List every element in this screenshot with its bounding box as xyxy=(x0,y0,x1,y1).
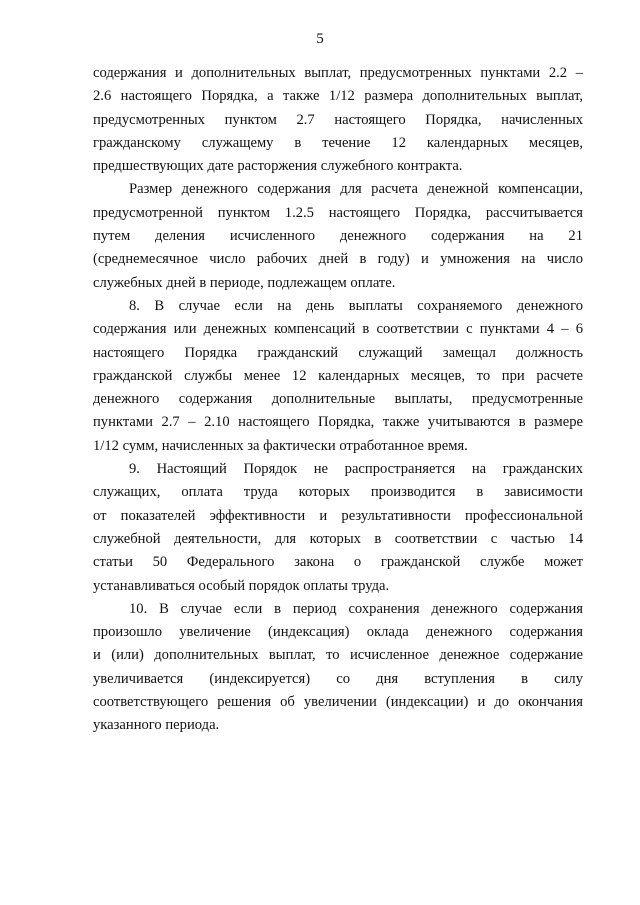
paragraph-item-10 xyxy=(93,598,583,738)
text-line: 10. В случае если в период сохранения денежного содержания xyxy=(129,600,583,617)
text-line: путем деления исчисленного денежного содержания на 21 xyxy=(93,228,583,245)
text-line: 1/12 сумм, начисленных за фактически отработанное время. xyxy=(93,437,468,454)
text-line: указанного периода. xyxy=(93,717,220,734)
text-line: служебных дней в периоде, подлежащем оплате. xyxy=(93,274,396,291)
text-line: произошло увеличение (индексация) оклада денежного содержания xyxy=(93,624,583,641)
text-line: содержания и дополнительных выплат, предусмотренных пунктами 2.2 – xyxy=(93,65,583,81)
text-line: соответствующего решения об увеличении (индексации) и до окончания xyxy=(93,694,583,711)
text-line: служебной деятельности, для которых в соответствии с частью 14 xyxy=(93,530,583,547)
paragraph-compensation-size xyxy=(93,178,583,294)
text-line: настоящего Порядка гражданский служащий замещал должность xyxy=(93,344,583,361)
text-line: устанавливаться особый порядок оплаты труда. xyxy=(93,577,390,594)
text-line: предусмотренных пунктом 2.7 настоящего Порядка, начисленных xyxy=(93,111,583,128)
text-line: денежного содержания дополнительные выплаты, предусмотренные xyxy=(93,391,583,408)
text-line: пунктами 2.7 – 2.10 настоящего Порядка, также учитываются в размере xyxy=(93,414,583,431)
text-line: гражданскому служащему в течение 12 календарных месяцев, xyxy=(93,134,583,151)
text-line: 9. Настоящий Порядок не распространяется на гражданских xyxy=(129,461,583,478)
text-line: и (или) дополнительных выплат, то исчисленное денежное содержание xyxy=(93,647,583,664)
text-line: 8. В случае если на день выплаты сохраняемого денежного xyxy=(129,297,583,314)
text-line: служащих, оплата труда которых производится в зависимости xyxy=(93,484,583,501)
text-line: увеличивается (индексируется) со дня вступления в силу xyxy=(93,670,583,687)
text-line: статьи 50 Федерального закона о гражданской службе может xyxy=(93,554,583,571)
document-body xyxy=(93,62,583,738)
text-line: (среднемесячное число рабочих дней в году) и умножения на число xyxy=(93,251,583,268)
paragraph-item-9 xyxy=(93,458,583,598)
text-line: от показателей эффективности и результативности профессиональной xyxy=(93,507,583,524)
text-line: 2.6 настоящего Порядка, а также 1/12 размера дополнительных выплат, xyxy=(93,88,583,105)
text-line: гражданской службы менее 12 календарных месяцев, то при расчете xyxy=(93,367,583,384)
paragraph-continuation xyxy=(93,62,583,178)
text-line: Размер денежного содержания для расчета денежной компенсации, xyxy=(129,181,583,198)
text-line: предусмотренной пунктом 1.2.5 настоящего Порядка, рассчитывается xyxy=(93,204,583,221)
paragraph-item-8 xyxy=(93,295,583,458)
text-line: предшествующих дате расторжения служебного контракта. xyxy=(93,158,463,175)
text-line: содержания или денежных компенсаций в соответствии с пунктами 4 – 6 xyxy=(93,321,583,338)
page-number: 5 xyxy=(316,31,324,47)
